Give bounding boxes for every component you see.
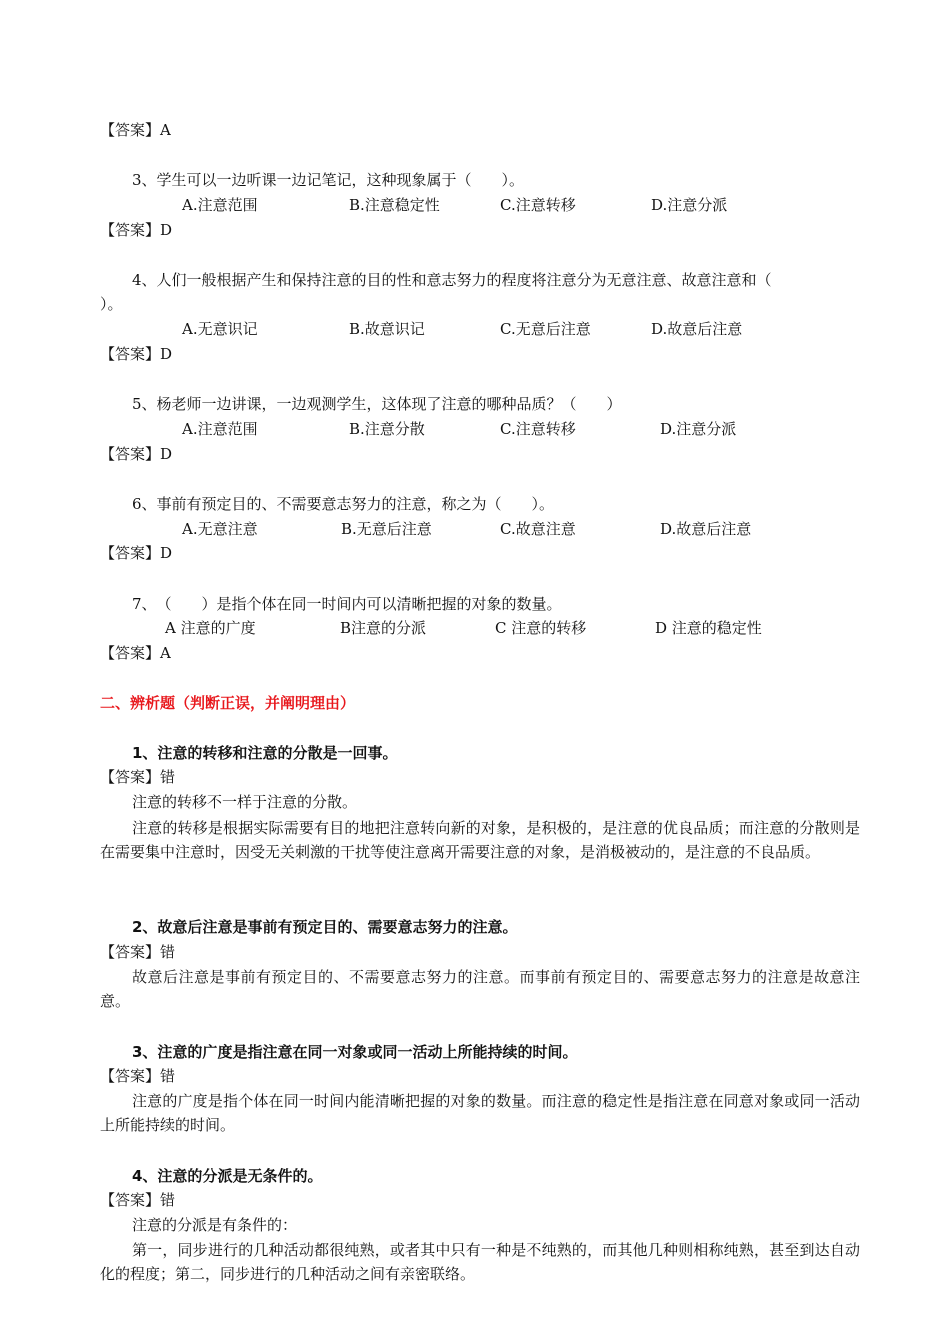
judgement-1-stem: 1、注意的转移和注意的分散是一回事。 — [132, 744, 398, 762]
section-title: 二、辨析题（判断正误，并阐明理由） — [100, 694, 356, 712]
option-b: B注意的分派 — [340, 619, 427, 637]
answer-line — [100, 220, 172, 240]
answer-value: 错 — [160, 943, 176, 961]
question-4-stem: 4、人们一般根据产生和保持注意的目的性和意志努力的程度将注意分为无意注意、故意注意和（ — [132, 271, 772, 289]
answer-value: A — [160, 121, 171, 139]
option-d: D.注意分派 — [651, 196, 728, 214]
question-4-stem-continued: ）。 — [100, 295, 123, 313]
question-6-stem: 6、事前有预定目的、不需要意志努力的注意，称之为（ ）。 — [132, 495, 555, 513]
explanation-paragraph: 注意的分派是有条件的： — [132, 1216, 298, 1234]
answer-value: D — [160, 221, 173, 239]
option-d: D.故意后注意 — [651, 320, 743, 338]
answer-label: 【答案】 — [100, 644, 161, 662]
judgement-2-stem: 2、故意后注意是事前有预定目的、需要意志努力的注意。 — [132, 918, 518, 936]
option-a: A.无意识记 — [182, 320, 258, 338]
option-a: A.注意范围 — [182, 196, 258, 214]
option-a: A.注意范围 — [182, 420, 258, 438]
question-3-stem: 3、学生可以一边听课一边记笔记，这种现象属于（ ）。 — [132, 171, 525, 189]
answer-value: 错 — [160, 1191, 176, 1209]
option-c: C 注意的转移 — [495, 619, 587, 637]
answer-line — [100, 1190, 175, 1210]
answer-label: 【答案】 — [100, 345, 161, 363]
option-c: C.注意转移 — [500, 196, 576, 214]
question-7-stem: 7、 （ ）是指个体在同一时间内可以清晰把握的对象的数量。 — [132, 595, 562, 613]
option-b: B.故意识记 — [349, 320, 425, 338]
option-d: D.故意后注意 — [660, 520, 752, 538]
answer-label: 【答案】 — [100, 943, 161, 961]
answer-label: 【答案】 — [100, 768, 161, 786]
answer-label: 【答案】 — [100, 544, 161, 562]
answer-value: D — [160, 544, 173, 562]
option-c: C.故意注意 — [500, 520, 576, 538]
answer-value: A — [160, 644, 171, 662]
answer-value: 错 — [160, 1067, 176, 1085]
answer-line — [100, 942, 175, 962]
option-c: C.无意后注意 — [500, 320, 591, 338]
answer-value: D — [160, 445, 173, 463]
option-c: C.注意转移 — [500, 420, 576, 438]
answer-line — [100, 767, 175, 787]
question-5-stem: 5、杨老师一边讲课，一边观测学生，这体现了注意的哪种品质？（ ） — [132, 395, 622, 413]
option-a: A 注意的广度 — [165, 619, 256, 637]
explanation-paragraph: 注意的转移不一样于注意的分散。 — [132, 793, 358, 811]
answer-line — [100, 344, 172, 364]
answer-value: D — [160, 345, 173, 363]
option-a: A.无意注意 — [182, 520, 258, 538]
answer-label: 【答案】 — [100, 1067, 161, 1085]
answer-value: 错 — [160, 768, 176, 786]
judgement-3-stem: 3、注意的广度是指注意在同一对象或同一活动上所能持续的时间。 — [132, 1043, 578, 1061]
answer-label: 【答案】 — [100, 121, 161, 139]
answer-label: 【答案】 — [100, 221, 161, 239]
option-b: B.注意稳定性 — [349, 196, 440, 214]
explanation-paragraph: 注意的广度是指个体在同一时间内能清晰把握的对象的数量。而注意的稳定性是指注意在同意对象或同一活动上所能持续的时间。 — [100, 1092, 860, 1134]
answer-label: 【答案】 — [100, 1191, 161, 1209]
answer-label: 【答案】 — [100, 445, 161, 463]
answer-line — [100, 120, 171, 140]
explanation-paragraph: 第一，同步进行的几种活动都很纯熟，或者其中只有一种是不纯熟的，而其他几种则相称纯熟，甚至到达自动化的程度；第二，同步进行的几种活动之间有亲密联络。 — [100, 1241, 860, 1283]
option-d: D.注意分派 — [660, 420, 737, 438]
option-b: B.注意分散 — [349, 420, 425, 438]
explanation-paragraph: 故意后注意是事前有预定目的、不需要意志努力的注意。而事前有预定目的、需要意志努力的注意是故意注意。 — [100, 968, 860, 1010]
explanation-paragraph: 注意的转移是根据实际需要有目的地把注意转向新的对象，是积极的，是注意的优良品质；而注意的分散则是在需要集中注意时，因受无关刺激的干扰等使注意离开需要注意的对象，是消极被动的，是注意的不良品质。 — [100, 819, 860, 861]
answer-line — [100, 1066, 175, 1086]
judgement-4-stem: 4、注意的分派是无条件的。 — [132, 1167, 323, 1185]
answer-line — [100, 643, 171, 663]
answer-line — [100, 444, 172, 464]
option-d: D 注意的稳定性 — [655, 619, 762, 637]
option-b: B.无意后注意 — [341, 520, 432, 538]
answer-line — [100, 543, 172, 563]
